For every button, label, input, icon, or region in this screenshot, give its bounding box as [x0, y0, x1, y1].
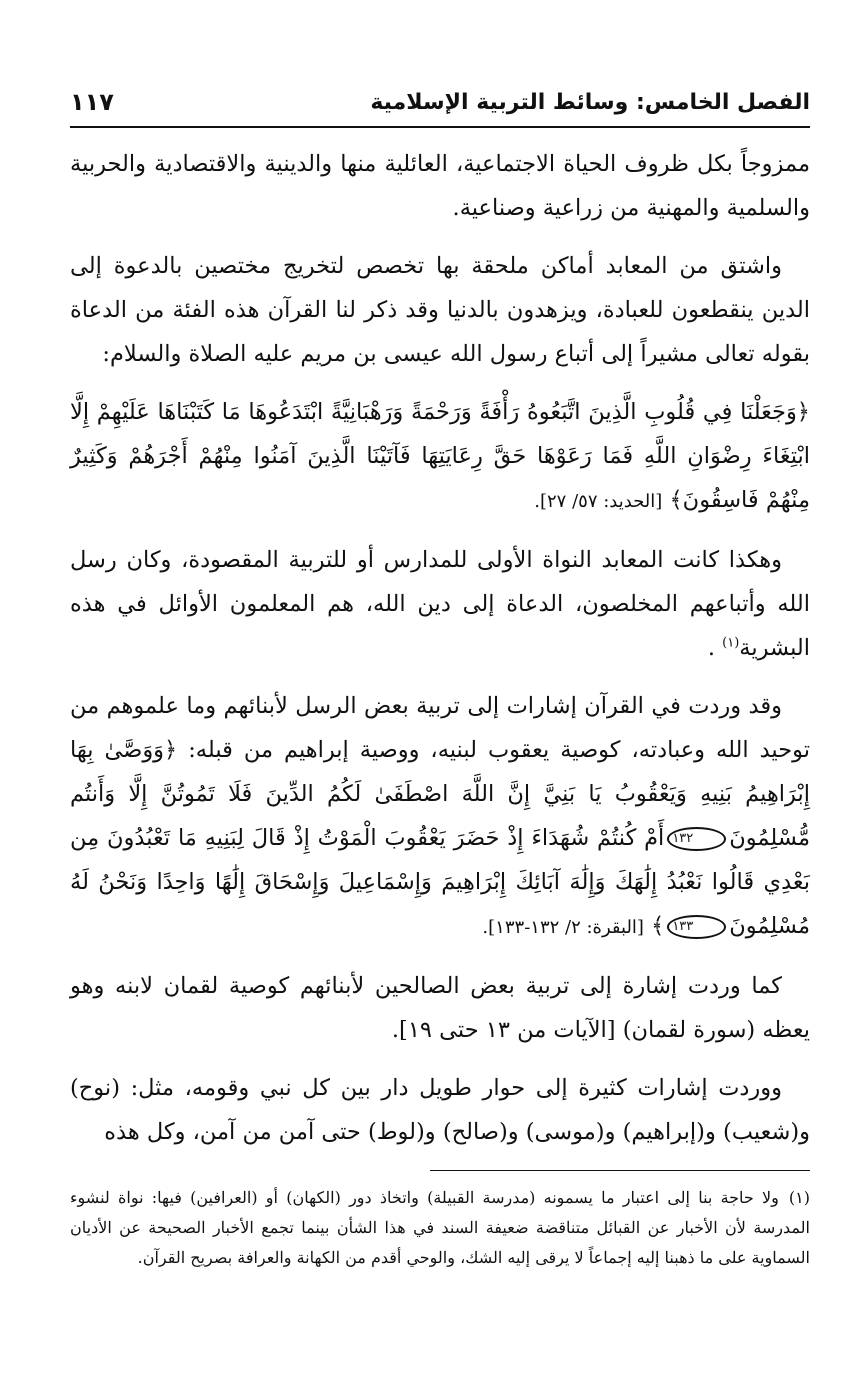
- verse-closing-bracket: ﴾: [651, 913, 665, 939]
- paragraph-4-text: وهكذا كانت المعابد النواة الأولى للمدارس أو للتربية المقصودة، وكان رسل الله وأتباعهم المخلصون، الدعاة إلى دين الله، هم المعلمون الأوائل في هذه البشرية: [70, 547, 810, 661]
- footnote-1: [70, 1183, 810, 1273]
- verse-citation-hadid: [الحديد: ٥٧/ ٢٧].: [534, 491, 663, 512]
- paragraph-7: ووردت إشارات كثيرة إلى حوار طويل دار بين كل نبي وقومه، مثل: (نوح) و(شعيب) و(إبراهيم) و(موسى) و(صالح) و(لوط) حتى آمن من آمن، وكل هذه: [70, 1075, 810, 1145]
- paragraph-6: كما وردت إشارة إلى تربية بعض الصالحين لأبنائهم كوصية لقمان لابنه وهو يعظه (سورة لقمان) [الآيات من ١٣ حتى ١٩].: [70, 973, 810, 1043]
- paragraph-4: [70, 538, 810, 670]
- body-text: [70, 142, 810, 1154]
- page-number: ١١٧: [70, 88, 114, 116]
- paragraph-5: [70, 684, 810, 950]
- footnote-divider: [430, 1170, 810, 1171]
- footnote-reference[interactable]: (١): [722, 635, 740, 651]
- chapter-title: الفصل الخامس: وسائط التربية الإسلامية: [370, 89, 810, 115]
- ayah-number-marker: ١٣٣: [667, 915, 726, 939]
- paragraph-1: ممزوجاً بكل ظروف الحياة الاجتماعية، العائلية منها والدينية والاقتصادية والحربية والسلمية والمهنية من زراعية وصناعية.: [70, 151, 810, 221]
- verse-citation-baqarah: [البقرة: ٢/ ١٣٢-١٣٣].: [482, 917, 644, 938]
- paragraph-5-text: وقد وردت في القرآن إشارات إلى تربية بعض الرسل لأبنائهم وما علموهم من توحيد الله وعبادته، كوصية يعقوب لبنيه، ووصية إبراهيم من قبله:: [70, 693, 810, 763]
- footnote-marker: (١): [788, 1188, 810, 1207]
- footnote-text: ولا حاجة بنا إلى اعتبار ما يسمونه (مدرسة القبيلة) واتخاذ دور (الكهان) أو (العرافين) فيها: نواة لنشوء المدرسة لأن الأخبار عن القبائل متناقضة ضعيفة السند في هذا الشأن بينما تجمع الأخبار الصحيحة عن الأديان السماوية على ما ذهبنا إليه إجماعاً لا يرقى إليه الشك، والوحي أقدم من الكهانة والعرافة بصريح القرآن.: [70, 1188, 810, 1267]
- paragraph-3-quran-verse: [70, 390, 810, 524]
- quran-verse-hadid: ﴿وَجَعَلْنَا فِي قُلُوبِ الَّذِينَ اتَّبَعُوهُ رَأْفَةً وَرَحْمَةً وَرَهْبَانِيَّةً ابْتَدَعُوهَا مَا كَتَبْنَاهَا عَلَيْهِمْ إِلَّا ابْتِغَاءَ رِضْوَانِ اللَّهِ فَمَا رَعَوْهَا حَقَّ رِعَايَتِهَا فَآتَيْنَا الَّذِينَ آمَنُوا مِنْهُمْ أَجْرَهُمْ وَكَثِيرٌ مِنْهُمْ فَاسِقُونَ﴾: [70, 399, 810, 513]
- running-header: [70, 78, 810, 128]
- quran-verse-baqarah-133: أَمْ كُنتُمْ شُهَدَاءَ إِذْ حَضَرَ يَعْقُوبَ الْمَوْتُ إِذْ قَالَ لِبَنِيهِ مَا تَعْبُدُونَ مِن بَعْدِي قَالُوا نَعْبُدُ إِلَٰهَكَ وَإِلَٰهَ آبَائِكَ إِبْرَاهِيمَ وَإِسْمَاعِيلَ وَإِسْحَاقَ إِلَٰهًا وَاحِدًا وَنَحْنُ لَهُ مُسْلِمُونَ: [70, 825, 810, 939]
- paragraph-4-end: .: [707, 635, 723, 661]
- book-page: [70, 78, 810, 1358]
- ayah-number-marker: ١٣٢: [667, 827, 726, 851]
- quran-verse-baqarah-132: ﴿وَوَصَّىٰ بِهَا إِبْرَاهِيمُ بَنِيهِ وَيَعْقُوبُ يَا بَنِيَّ إِنَّ اللَّهَ اصْطَفَىٰ لَكُمُ الدِّينَ فَلَا تَمُوتُنَّ إِلَّا وَأَنتُم مُّسْلِمُونَ: [70, 737, 810, 851]
- paragraph-2: واشتق من المعابد أماكن ملحقة بها تخصص لتخريج مختصين بالدعوة إلى الدين ينقطعون للعبادة، ويزهدون بالدنيا وقد ذكر لنا القرآن هذه الفئة من الدعاة بقوله تعالى مشيراً إلى أتباع رسول الله عيسى بن مريم عليه الصلاة والسلام:: [70, 253, 810, 367]
